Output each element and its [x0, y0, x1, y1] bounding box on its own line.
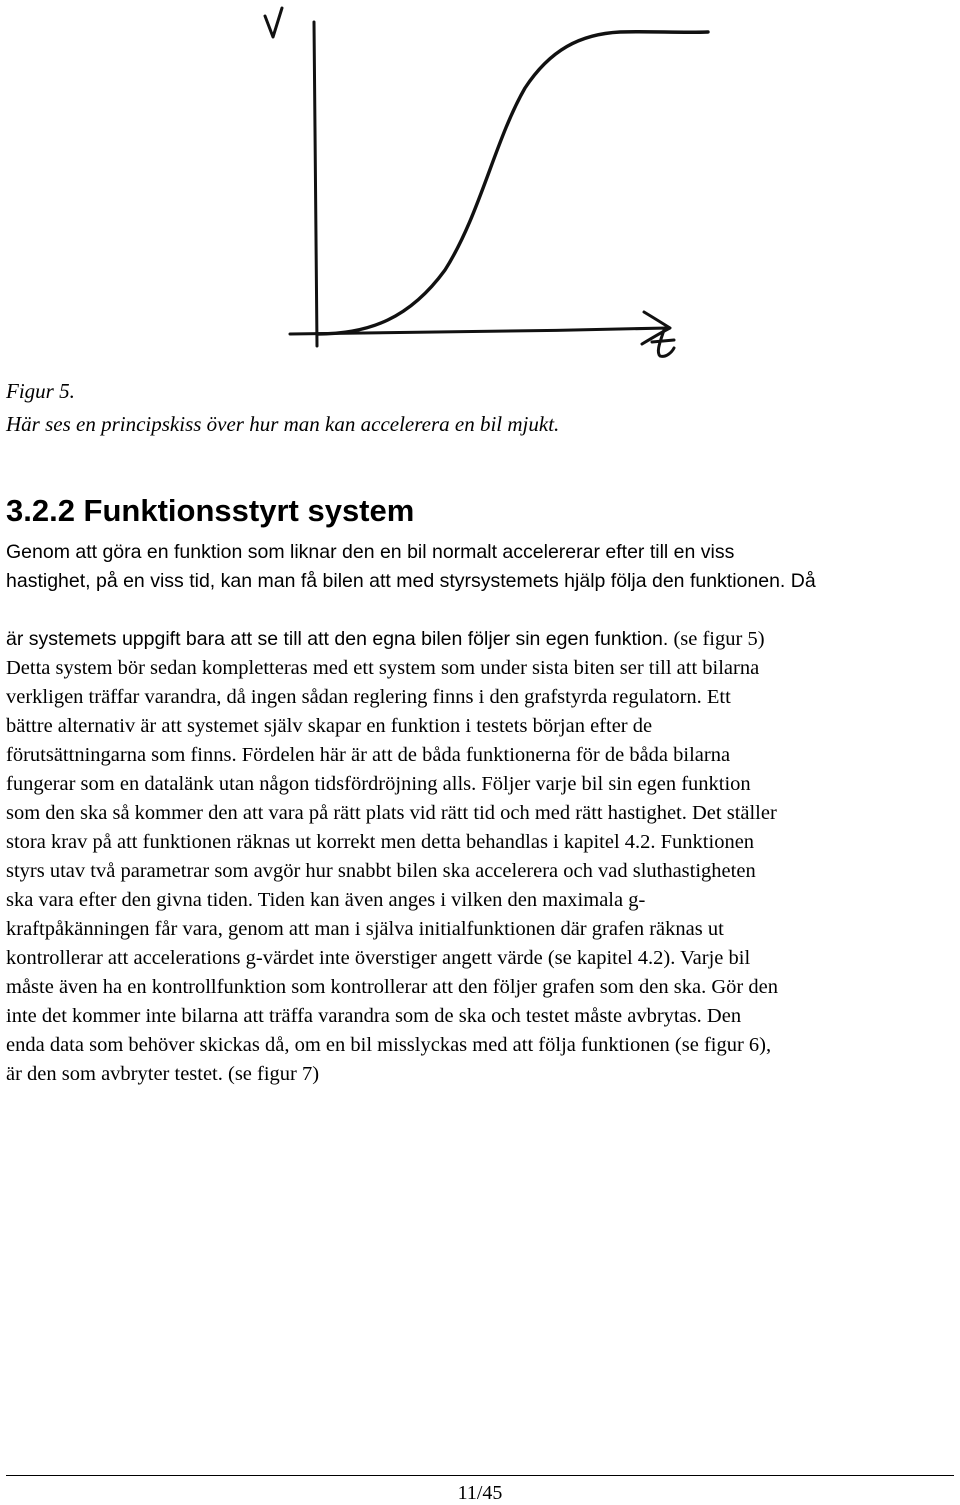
body-line: förutsättningarna som finns. Fördelen här är att de båda funktionerna för de båda bilarna	[6, 744, 731, 766]
body-line: enda data som behöver skickas då, om en bil misslyckas med att följa funktionen (se figur 6),	[6, 1034, 772, 1056]
body-line: bättre alternativ är att systemet själv skapar en funktion i testets början efter de	[6, 715, 653, 737]
body-line: Genom att göra en funktion som liknar den en bil normalt accelererar efter till en viss	[6, 541, 735, 563]
body-line: är den som avbryter testet. (se figur 7)	[6, 1063, 320, 1085]
acceleration-sketch-figure	[240, 0, 720, 365]
page-number: 11/45	[457, 1482, 503, 1504]
body-line: kontrollerar att accelerations g-värdet inte överstiger angett värde (se kapitel 4.2). Varje bil	[6, 947, 751, 969]
figure-reference: (se figur 5)	[668, 628, 765, 650]
body-line: stora krav på att funktionen räknas ut korrekt men detta behandlas i kapitel 4.2. Funktionen	[6, 831, 755, 853]
velocity-curve	[317, 32, 708, 334]
body-line: verkligen träffar varandra, då ingen sådan reglering finns i den grafstyrda regulatorn. Ett	[6, 686, 731, 708]
body-line: Detta system bör sedan kompletteras med ett system som under sista biten ser till att bilarna	[6, 657, 760, 679]
y-axis	[314, 22, 317, 346]
body-line-mixed	[6, 625, 956, 654]
body-line: hastighet, på en viss tid, kan man få bilen att med styrsystemets hjälp följa den funktionen. Då	[6, 570, 816, 592]
figure-label: Figur 5.	[6, 379, 75, 403]
section-heading: 3.2.2 Funktionsstyrt system	[6, 493, 415, 528]
y-axis-label-v	[265, 8, 282, 37]
body-line: som den ska så kommer den att vara på rätt plats vid rätt tid och med rätt hastighet. Det ställer	[6, 802, 777, 824]
body-line: styrs utav två parametrar som avgör hur snabbt bilen ska accelerera och vad sluthastigheten	[6, 860, 756, 882]
body-line: inte det kommer inte bilarna att träffa varandra som de ska och testet måste avbrytas. Den	[6, 1005, 742, 1027]
body-line: kraftpåkänningen får vara, genom att man i själva initialfunktionen där grafen räknas ut	[6, 918, 724, 940]
figure-caption: Här ses en principskiss över hur man kan accelerera en bil mjukt.	[6, 412, 560, 436]
x-axis-label-t	[652, 330, 674, 356]
body-line: måste även ha en kontrollfunktion som kontrollerar att den följer grafen som den ska. Gör den	[6, 976, 778, 998]
body-paragraph-serif	[6, 625, 956, 1089]
footer-rule	[6, 1475, 954, 1476]
body-line: är systemets uppgift bara att se till att den egna bilen följer sin egen funktion.	[6, 628, 669, 650]
body-paragraph-sans	[6, 538, 956, 596]
body-line: fungerar som en datalänk utan någon tidsfördröjning alls. Följer varje bil sin egen funktion	[6, 773, 751, 795]
body-line: ska vara efter den givna tiden. Tiden kan även anges i vilken den maximala g-	[6, 889, 646, 911]
